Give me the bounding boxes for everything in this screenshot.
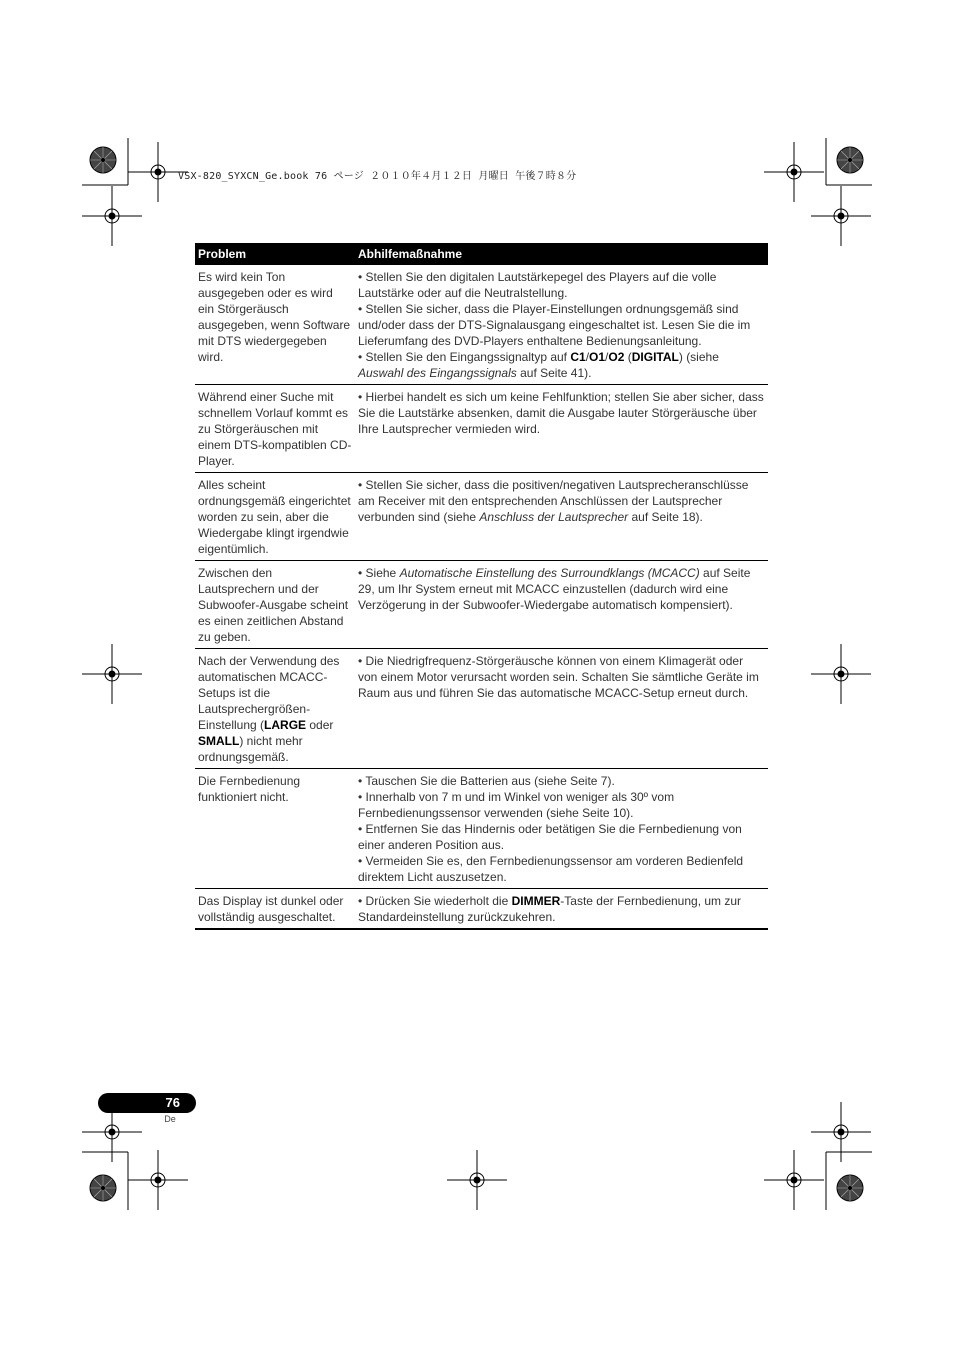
print-header-line: VSX-820_SYXCN_Ge.book 76 ページ ２０１０年４月１２日 月曜日 午後７時８分 bbox=[178, 171, 577, 182]
key-label: DIGITAL bbox=[631, 350, 679, 364]
table-row bbox=[195, 473, 768, 561]
column-header-problem: Problem bbox=[195, 243, 355, 265]
table-row bbox=[195, 649, 768, 769]
table-header-row bbox=[195, 243, 768, 265]
crop-mark-mid-right bbox=[811, 644, 871, 704]
remedy-line: • Vermeiden Sie es, den Fernbedienungssensor am vorderen Bedienfeld direktem Licht auszusetzen. bbox=[358, 854, 744, 884]
section-reference: Automatische Einstellung des Surroundklangs (MCACC) bbox=[399, 566, 700, 580]
remedy-line: • Hierbei handelt es sich um keine Fehlfunktion; stellen Sie aber sicher, dass Sie die Lautstärke absenken, damit die Ausgabe lauter Störgeräusche über Ihre Lautsprecher vermieden wird. bbox=[358, 390, 764, 436]
table-row bbox=[195, 265, 768, 385]
remedy-cell bbox=[355, 649, 768, 769]
key-label: C1 bbox=[570, 350, 586, 364]
remedy-line: • Tauschen Sie die Batterien aus (siehe Seite 7). bbox=[358, 774, 615, 788]
remedy-line bbox=[358, 349, 765, 381]
key-label: O1 bbox=[589, 350, 606, 364]
remedy-cell bbox=[355, 473, 768, 561]
remedy-line: • Entfernen Sie das Hindernis oder betätigen Sie die Fernbedienung von einer anderen Position aus. bbox=[358, 822, 742, 852]
text-run: auf Seite 41). bbox=[516, 366, 592, 380]
page-number: 76 bbox=[165, 1095, 180, 1110]
text-run: auf Seite 18). bbox=[628, 510, 703, 524]
section-reference: Auswahl des Eingangssignals bbox=[358, 366, 517, 380]
text-run: ) nicht mehr ordnungsgemäß. bbox=[198, 734, 303, 764]
text-run: ) (siehe bbox=[678, 350, 719, 364]
remedy-cell bbox=[355, 769, 768, 889]
table-row bbox=[195, 889, 768, 930]
key-label: DIMMER bbox=[511, 894, 561, 908]
key-label: SMALL bbox=[198, 734, 240, 748]
remedy-line bbox=[358, 477, 765, 525]
crop-mark-top-left bbox=[82, 138, 188, 246]
text-run: • Stellen Sie den Eingangssignaltyp auf bbox=[358, 350, 571, 364]
problem-cell: Zwischen den Lautsprechern und der Subwoofer-Ausgabe scheint es einen zeitlichen Abstand zu geben. bbox=[195, 561, 355, 649]
table-row bbox=[195, 561, 768, 649]
crop-mark-bottom-right bbox=[764, 1102, 872, 1210]
text-run: / bbox=[585, 350, 590, 364]
remedy-cell bbox=[355, 889, 768, 930]
crop-mark-top-right bbox=[764, 138, 872, 246]
page-language: De bbox=[164, 1114, 176, 1124]
crop-mark-bottom-center bbox=[447, 1150, 507, 1210]
remedy-line: • Innerhalb von 7 m und im Winkel von weniger als 30º vom Fernbedienungssensor verwenden (siehe Seite 10). bbox=[358, 790, 675, 820]
text-run: • Siehe bbox=[358, 566, 400, 580]
problem-cell: Während einer Suche mit schnellem Vorlauf kommt es zu Störgeräuschen mit einem DTS-kompatiblen CD-Player. bbox=[195, 385, 355, 473]
remedy-line: • Stellen Sie sicher, dass die Player-Einstellungen ordnungsgemäß sind und/oder dass der DTS-Signalausgang eingeschaltet ist. Lesen Sie die im Lieferumfang des DVD-Players enthaltene Bedienungsanleitung. bbox=[358, 302, 751, 348]
text-run: auf Seite 29, um Ihr System erneut mit MCACC einzustellen (dadurch wird eine Verzögerung in der Subwoofer-Wiedergabe automatisch kompensiert). bbox=[358, 566, 751, 612]
remedy-cell bbox=[355, 265, 768, 385]
remedy-cell bbox=[355, 561, 768, 649]
table-row bbox=[195, 769, 768, 889]
remedy-line bbox=[358, 565, 765, 613]
crop-mark-mid-left bbox=[82, 644, 142, 704]
remedy-line bbox=[358, 893, 765, 925]
table-row bbox=[195, 385, 768, 473]
problem-cell: Das Display ist dunkel oder vollständig ausgeschaltet. bbox=[195, 889, 355, 930]
text-run: ( bbox=[624, 350, 632, 364]
text-run: -Taste der Fernbedienung, um zur Standardeinstellung zurückzukehren. bbox=[358, 894, 742, 924]
problem-cell bbox=[195, 649, 355, 769]
text-run: • Drücken Sie wiederholt die bbox=[358, 894, 512, 908]
text-run: oder bbox=[306, 718, 334, 732]
key-label: LARGE bbox=[264, 718, 307, 732]
remedy-line: • Die Niedrigfrequenz-Störgeräusche können von einem Klimagerät oder von einem Motor verursacht worden sein. Schalten Sie sämtliche Geräte im Raum aus und führen Sie das automatische MCACC-Setup erneut durch. bbox=[358, 654, 759, 700]
text-run: / bbox=[605, 350, 609, 364]
column-header-remedy: Abhilfemaßnahme bbox=[355, 243, 768, 265]
key-label: O2 bbox=[608, 350, 625, 364]
problem-cell: Es wird kein Ton ausgegeben oder es wird ein Störgeräusch ausgegeben, wenn Software mit DTS wiedergegeben wird. bbox=[195, 265, 355, 385]
remedy-line: • Stellen Sie den digitalen Lautstärkepegel des Players auf die volle Lautstärke oder auf die Neutralstellung. bbox=[358, 270, 717, 300]
troubleshooting-table bbox=[195, 243, 768, 930]
text-run: • Stellen Sie sicher, dass die positiven/negativen Lautsprecheranschlüsse am Receiver mit den entsprechenden Anschlüssen der Lautsprecher verbunden sind (siehe bbox=[358, 478, 749, 524]
problem-cell: Alles scheint ordnungsgemäß eingerichtet worden zu sein, aber die Wiedergabe klingt irgendwie eigentümlich. bbox=[195, 473, 355, 561]
text-run: Nach der Verwendung des automatischen MCACC-Setups ist die Lautsprechergrößen-Einstellung ( bbox=[198, 654, 340, 732]
problem-cell: Die Fernbedienung funktioniert nicht. bbox=[195, 769, 355, 889]
section-reference: Anschluss der Lautsprecher bbox=[479, 510, 629, 524]
remedy-cell bbox=[355, 385, 768, 473]
